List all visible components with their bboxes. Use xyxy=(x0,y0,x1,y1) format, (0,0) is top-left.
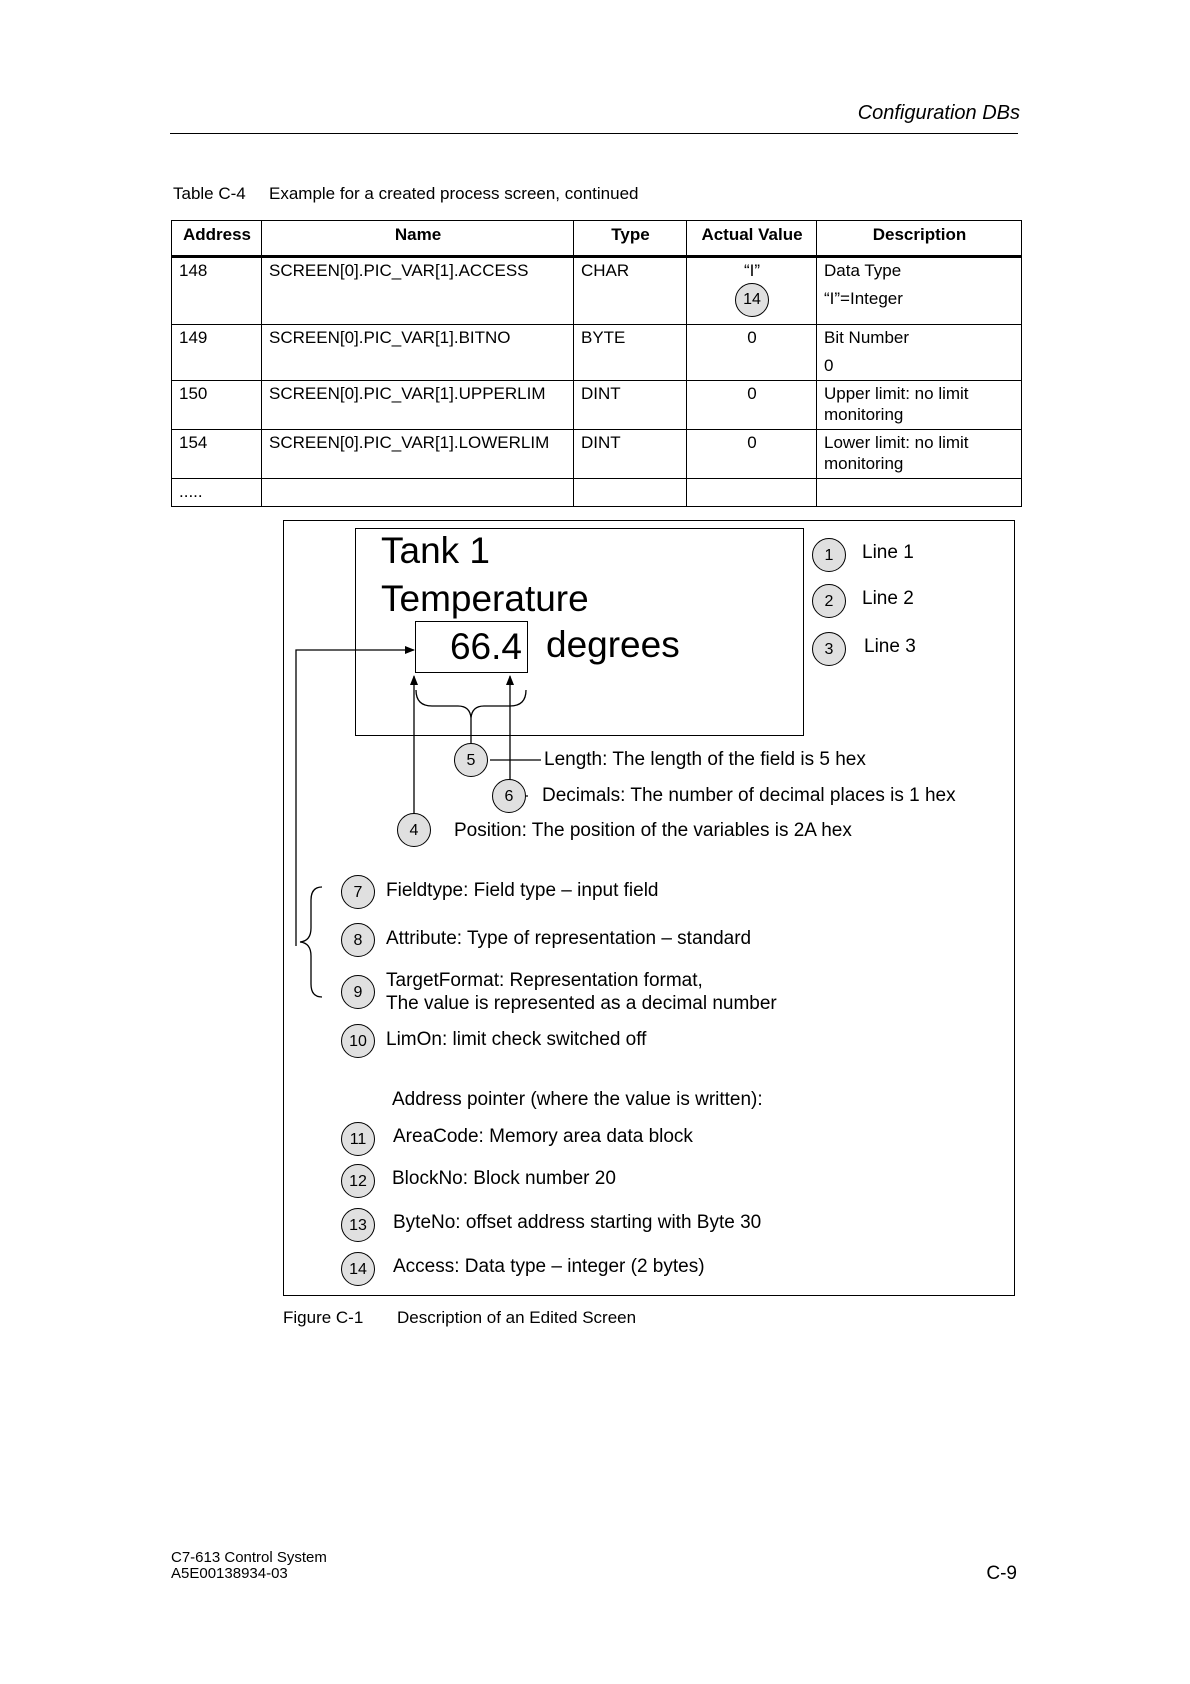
table-caption-number: Table C-4 xyxy=(173,184,246,203)
field-description: Decimals: The number of decimal places is 1 hex xyxy=(542,785,956,806)
cell-name: SCREEN[0].PIC_VAR[1].LOWERLIM xyxy=(262,430,574,479)
cell-value: 0 xyxy=(687,430,817,479)
description-line: monitoring xyxy=(824,454,904,473)
column-header: Type xyxy=(574,221,687,257)
description-line: Upper limit: no limit xyxy=(824,384,969,403)
cell-name: SCREEN[0].PIC_VAR[1].ACCESS xyxy=(262,257,574,325)
pointer-description: ByteNo: offset address starting with Byte 30 xyxy=(393,1212,762,1233)
display-line-1: Tank 1 xyxy=(381,530,491,571)
line-marker-label: Line 3 xyxy=(864,636,916,657)
attribute-description: Fieldtype: Field type – input field xyxy=(386,880,659,901)
field-description: Position: The position of the variables is 2A hex xyxy=(454,820,852,841)
pointer-description: AreaCode: Memory area data block xyxy=(393,1126,693,1147)
cell-type: BYTE xyxy=(574,325,687,381)
description-line: “I”=Integer xyxy=(824,289,903,308)
column-header: Name xyxy=(262,221,574,257)
address-pointer-heading: Address pointer (where the value is written): xyxy=(392,1089,763,1110)
column-header: Description xyxy=(817,221,1022,257)
description-line: monitoring xyxy=(824,405,904,424)
pointer-description: Access: Data type – integer (2 bytes) xyxy=(393,1256,705,1277)
description-line: 0 xyxy=(824,356,834,375)
callout-marker-13: 13 xyxy=(341,1208,375,1242)
pointer-description: BlockNo: Block number 20 xyxy=(392,1168,616,1189)
display-unit: degrees xyxy=(546,624,680,665)
cell-address: 149 xyxy=(172,325,262,381)
column-header: Address xyxy=(172,221,262,257)
callout-marker-1: 1 xyxy=(812,538,846,572)
footer-product: C7-613 Control System xyxy=(171,1549,327,1566)
callout-marker-5: 5 xyxy=(454,743,488,777)
attribute-description: Attribute: Type of representation – standard xyxy=(386,928,752,949)
callout-marker-8: 8 xyxy=(341,923,375,957)
figure-caption-text: Description of an Edited Screen xyxy=(397,1308,637,1327)
line-marker-label: Line 1 xyxy=(862,542,914,563)
cell-value: 0 xyxy=(687,381,817,430)
figure-caption-number: Figure C-1 xyxy=(283,1308,364,1327)
attribute-description: TargetFormat: Representation format, xyxy=(386,970,703,991)
cell-type: DINT xyxy=(574,430,687,479)
running-header: Configuration DBs xyxy=(857,102,1020,124)
callout-marker-10: 10 xyxy=(341,1024,375,1058)
display-value-field: 66.4 xyxy=(415,621,528,673)
callout-marker-3: 3 xyxy=(812,632,846,666)
callout-marker-14: 14 xyxy=(735,283,769,317)
figure-caption xyxy=(283,1308,636,1328)
cell-address: 150 xyxy=(172,381,262,430)
cell-value: 0 xyxy=(687,325,817,381)
callout-marker-4: 4 xyxy=(397,813,431,847)
footer-doc-number: A5E00138934-03 xyxy=(171,1565,288,1582)
column-header: Actual Value xyxy=(687,221,817,257)
description-line: Data Type xyxy=(824,261,902,280)
callout-marker-7: 7 xyxy=(341,875,375,909)
cell-address: 148 xyxy=(172,257,262,325)
cell-type: CHAR xyxy=(574,257,687,325)
table-caption-text: Example for a created process screen, continued xyxy=(269,184,639,203)
cell-value-text: “I” xyxy=(743,261,761,280)
callout-marker-9: 9 xyxy=(341,975,375,1009)
display-line-2: Temperature xyxy=(381,578,589,619)
attribute-description-continued: The value is represented as a decimal number xyxy=(386,993,777,1014)
cell-address: 154 xyxy=(172,430,262,479)
cell-type: DINT xyxy=(574,381,687,430)
attribute-description: LimOn: limit check switched off xyxy=(386,1029,647,1050)
callout-marker-12: 12 xyxy=(341,1164,375,1198)
cell-address: ..... xyxy=(172,479,262,507)
cell-name: SCREEN[0].PIC_VAR[1].UPPERLIM xyxy=(262,381,574,430)
callout-marker-11: 11 xyxy=(341,1122,375,1156)
description-line: Bit Number xyxy=(824,328,910,347)
description-line: Lower limit: no limit xyxy=(824,433,969,452)
field-description: Length: The length of the field is 5 hex xyxy=(544,749,866,770)
line-marker-label: Line 2 xyxy=(862,588,914,609)
callout-marker-14: 14 xyxy=(341,1252,375,1286)
callout-marker-2: 2 xyxy=(812,584,846,618)
cell-name: SCREEN[0].PIC_VAR[1].BITNO xyxy=(262,325,574,381)
page-number: C-9 xyxy=(986,1563,1017,1584)
footer-doc-info xyxy=(171,1550,327,1582)
callout-marker-6: 6 xyxy=(492,779,526,813)
